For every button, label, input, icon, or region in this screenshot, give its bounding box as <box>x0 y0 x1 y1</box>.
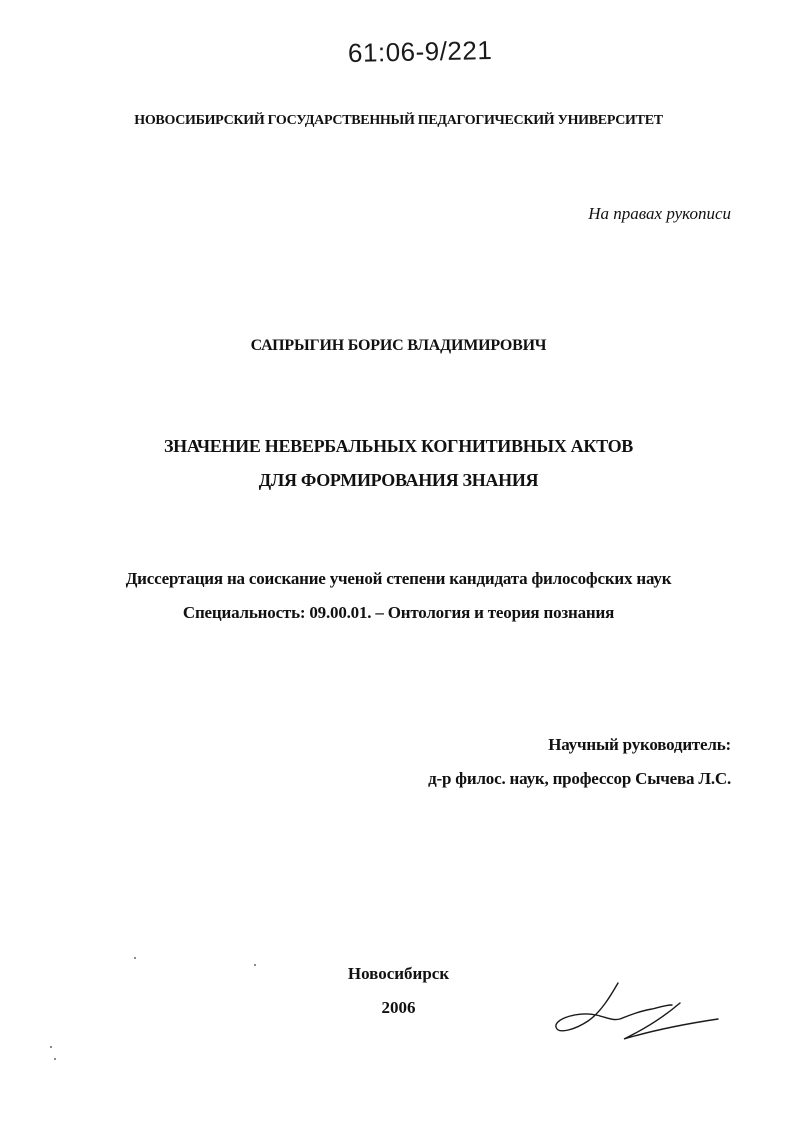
scan-speck <box>254 964 256 966</box>
archive-stamp-number: 61:06-9/221 <box>347 34 493 68</box>
supervisor-block <box>428 728 731 796</box>
degree-line: Диссертация на соискание ученой степени кандидата философских наук <box>125 569 672 588</box>
scan-speck <box>54 1058 56 1060</box>
supervisor-name: д-р филос. наук, профессор Сычева Л.С. <box>428 769 731 788</box>
title-line-2: ДЛЯ ФОРМИРОВАНИЯ ЗНАНИЯ <box>258 470 539 490</box>
scan-speck <box>50 1046 52 1048</box>
dissertation-title <box>0 429 797 497</box>
supervisor-label: Научный руководитель: <box>548 735 731 754</box>
university-name: НОВОСИБИРСКИЙ ГОСУДАРСТВЕННЫЙ ПЕДАГОГИЧЕСКИЙ УНИВЕРСИТЕТ <box>134 113 663 128</box>
author-name: САПРЫГИН БОРИС ВЛАДИМИРОВИЧ <box>250 337 547 354</box>
title-line-1: ЗНАЧЕНИЕ НЕВЕРБАЛЬНЫХ КОГНИТИВНЫХ АКТОВ <box>163 436 634 456</box>
city-name: Новосибирск <box>347 964 450 983</box>
dissertation-info <box>0 562 797 630</box>
year: 2006 <box>381 998 416 1017</box>
scan-speck <box>134 957 136 959</box>
specialty-line: Специальность: 09.00.01. – Онтология и теория познания <box>182 603 615 622</box>
manuscript-rights-note: На правах рукописи <box>588 204 731 223</box>
handwritten-signature <box>548 975 728 1055</box>
